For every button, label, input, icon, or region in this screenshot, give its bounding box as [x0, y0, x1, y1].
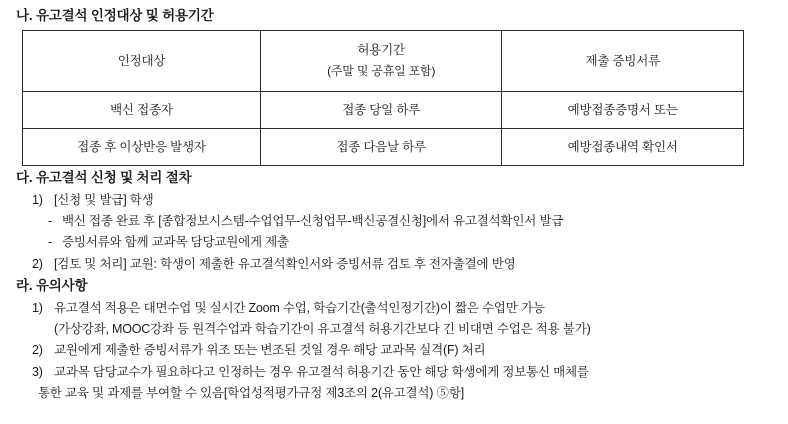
- section-heading-b: 나. 유고결석 인정대상 및 허용기간: [16, 8, 214, 23]
- section-heading-c: 다. 유고결석 신청 및 처리 절차: [16, 169, 192, 185]
- list-item: [32, 299, 788, 317]
- notes-item3-continuation: 통한 교육 및 과제를 부여할 수 있음[학업성적평가규정 제3조의 2(유고결석) ⑤항]: [38, 385, 464, 400]
- list-item: [32, 341, 788, 359]
- list-item-text: [신청 및 발급] 학생: [54, 193, 154, 208]
- list-item-text: 증빙서류와 함께 교과목 담당교원에게 제출: [62, 235, 289, 250]
- list-marker: 2): [32, 343, 43, 358]
- table-header-cell-period: [260, 30, 502, 91]
- list-item-text: 유고결석 적용은 대면수업 및 실시간 Zoom 수업, 학습기간(출석인정기간)이 짧은 수업만 가능: [54, 301, 545, 316]
- table-cell-period-1: 접종 당일 하루: [260, 91, 502, 128]
- list-marker: 2): [32, 256, 43, 271]
- list-marker: -: [48, 235, 52, 250]
- list-item: [48, 212, 788, 230]
- table-header-documents-line1: 제출 증빙서류: [585, 53, 660, 68]
- table-cell-target-1: 백신 접종자: [23, 91, 261, 128]
- table-header-row: [23, 30, 744, 91]
- procedure-list: [0, 191, 788, 209]
- document-page: [0, 6, 788, 424]
- list-item: [48, 233, 788, 251]
- section-heading-d: 라. 유의사항: [16, 277, 88, 293]
- list-item-text: 교원에게 제출한 증빙서류가 위조 또는 변조된 것일 경우 해당 교과목 실격(F) 처리: [54, 343, 486, 358]
- table-header-period-line1: 허용기간: [357, 42, 405, 57]
- list-marker: 3): [32, 364, 43, 379]
- notes-list: [0, 299, 788, 317]
- list-item-text: 교과목 담당교수가 필요하다고 인정하는 경우 유고결석 허용기간 동안 해당 학생에게 정보통신 매체를: [54, 364, 589, 379]
- notes-item1-subtext: (가상강좌, MOOC강좌 등 원격수업과 학습기간이 유고결석 허용기간보다 긴 비대면 수업은 적용 불가): [54, 322, 591, 337]
- table-cell-target-2: 접종 후 이상반응 발생자: [23, 128, 261, 165]
- table-header-target-line1: 인정대상: [117, 53, 166, 68]
- list-item: [32, 191, 788, 209]
- list-item-text: [검토 및 처리] 교원: 학생이 제출한 유고결석확인서와 증빙서류 검토 후 전자출결에 반영: [54, 256, 516, 271]
- list-marker: 1): [32, 301, 43, 316]
- table-header-cell-target: [23, 30, 261, 91]
- table-row: [23, 91, 744, 128]
- table-row: [23, 128, 744, 165]
- table-cell-documents-1: 예방접종증명서 또는: [502, 91, 744, 128]
- list-item: [32, 255, 788, 273]
- procedure-sublist: [0, 212, 788, 251]
- eligibility-table: [22, 30, 744, 166]
- list-marker: -: [48, 214, 52, 229]
- list-marker: 1): [32, 193, 43, 208]
- list-item-text: 백신 접종 완료 후 [종합정보시스템-수업업무-신청업무-백신공결신청]에서 유고결석확인서 발급: [62, 214, 564, 229]
- list-item: [32, 363, 788, 381]
- table-cell-documents-2: 예방접종내역 확인서: [502, 128, 744, 165]
- table-header-cell-documents: [502, 30, 744, 91]
- notes-list-2: [0, 341, 788, 380]
- table-cell-period-2: 접종 다음날 하루: [260, 128, 502, 165]
- table-header-period-line2: (주말 및 공휴일 포함): [327, 63, 436, 78]
- procedure-list-2: [0, 255, 788, 273]
